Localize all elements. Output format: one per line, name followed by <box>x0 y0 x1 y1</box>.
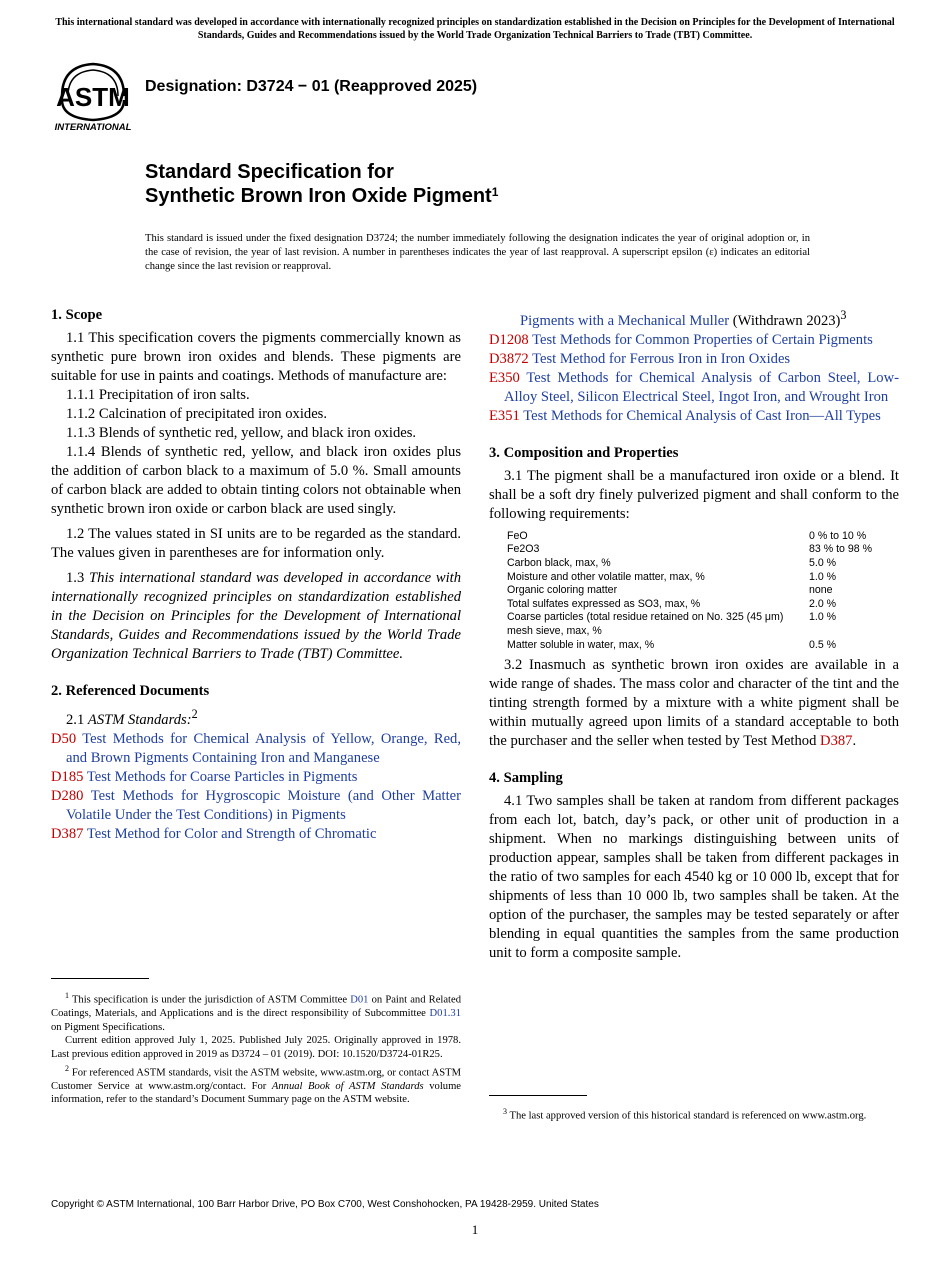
right-column <box>489 306 899 963</box>
document-title <box>145 160 498 208</box>
paragraph-1-2: 1.2 The values stated in SI units are to be regarded as the standard. The values given in parentheses are for information only. <box>51 526 461 561</box>
ref-d387[interactable]: D387 Test Method for Color and Strength of Chromatic <box>51 825 377 842</box>
paragraph-2-1: 2.1 ASTM Standards:$^2$ <box>66 707 198 728</box>
issue-note: This standard is issued under the fixed designation D3724; the number immediately following the designation indicates the year of original adoption or, in the case of revision, the year of last revision. A number in parentheses indicates the year of last reapproval. A superscript epsilon (ε) indicates an editorial change since the last revision or reapproval. <box>145 233 810 272</box>
paragraph-1-1-4: 1.1.4 Blends of synthetic red, yellow, and black iron oxides plus the addition of carbon black to a maximum of 5.0 %. Small amounts of carbon black are added to obtain tinting colors not obtainable when synthetic brown iron oxide or carbon black are used singly. <box>51 444 461 517</box>
svg-text:ASTM: ASTM <box>56 82 130 112</box>
footnote-divider-left <box>51 978 149 979</box>
table-row <box>489 598 899 612</box>
title-footnote-ref[interactable]: 1 <box>491 185 499 199</box>
link-d01-31[interactable]: D01.31 <box>429 1008 461 1020</box>
paragraph-1-1-3: 1.1.3 Blends of synthetic red, yellow, and black iron oxides. <box>66 425 417 441</box>
requirement-value: 0 % to 10 % <box>809 529 867 542</box>
ref-d280[interactable]: D280 Test Methods for Hygroscopic Moisture (and Other Matter Volatile Under the Test Conditions) in Pigments <box>51 787 461 823</box>
section-heading-composition: 3. Composition and Properties <box>489 444 679 461</box>
footnote-3: $^3$ The last approved version of this historical standard is referenced on www.astm.org. <box>503 1107 867 1122</box>
ref-e351[interactable]: E351 Test Methods for Chemical Analysis of Cast Iron—All Types <box>489 407 881 424</box>
title-line-2: Synthetic Brown Iron Oxide Pigment$^1$ <box>145 185 499 207</box>
paragraph-3-1: 3.1 The pigment shall be a manufactured iron oxide or a blend. It shall be a soft dry finely pulverized pigment and shall conform to the following requirements: <box>489 467 899 522</box>
link-d01[interactable]: D01 <box>350 994 369 1006</box>
section-heading-scope: 1. Scope <box>51 307 103 323</box>
standards-notice: This international standard was developed in accordance with internationally recognized principles on standardization established in the Decision on Principles for the Development of International Standards, Guides and Recommendations issued by the World Trade Organization Technical Barriers to Trade (TBT) Committee. <box>55 17 895 41</box>
requirement-name: Carbon black, max, % <box>507 557 611 570</box>
requirement-value: 1.0 % <box>809 570 837 583</box>
requirement-value: 5.0 % <box>809 557 837 570</box>
table-row <box>489 639 899 653</box>
table-row <box>489 584 899 598</box>
requirement-name: Total sulfates expressed as SO3, max, % <box>507 597 701 610</box>
footnotes-right <box>489 1105 899 1123</box>
requirement-value: 1.0 % <box>809 611 837 624</box>
ref-e350[interactable]: E350 Test Methods for Chemical Analysis of Carbon Steel, Low-Alloy Steel, Silicon Electrical Steel, Ingot Iron, and Wrought Iron <box>489 369 899 405</box>
link-d387[interactable]: D387 <box>820 733 853 750</box>
requirement-name: Coarse particles (total residue retained on No. 325 (45 μm) mesh sieve, max, % <box>507 611 784 638</box>
table-row <box>489 543 899 557</box>
left-column <box>51 306 461 844</box>
designation: Designation: D3724 − 01 (Reapproved 2025) <box>145 78 478 95</box>
paragraph-1-1: 1.1 This specification covers the pigments commercially known as synthetic pure brown iron oxides and blends. These pigments are suitable for use in paints and coatings. Methods of manufacture are: <box>51 330 461 384</box>
requirement-name: FeO <box>507 529 528 542</box>
ref-d3872[interactable]: D3872 Test Method for Ferrous Iron in Iron Oxides <box>489 350 791 367</box>
table-row <box>489 557 899 571</box>
section-heading-sampling: 4. Sampling <box>489 770 563 787</box>
requirement-name: Organic coloring matter <box>507 584 618 597</box>
footnote-1: $^1$ This specification is under the jurisdiction of ASTM Committee D01 on Paint and Related Coatings, Materials, and Applications and is the direct responsibility of Subcommittee D01.31 on Pigment Specifications. <box>51 991 462 1033</box>
table-row <box>489 530 899 544</box>
paragraph-1-1-2: 1.1.2 Calcination of precipitated iron oxides. <box>66 406 327 422</box>
footnote-1-edition: Current edition approved July 1, 2025. Published July 2025. Originally approved in 1978. Last previous edition approved in 2019 as D3724 – 01 (2019). DOI: 10.1520/D3724-01R25. <box>51 1035 461 1060</box>
requirement-value: 2.0 % <box>809 597 837 610</box>
astm-logo <box>52 56 134 132</box>
paragraph-1-3: 1.3 This international standard was developed in accordance with internationally recognized principles on standardization established in the Decision on Principles for the Development of International Standards, Guides and Recommendations issued by the World Trade Organization Technical Barriers to Trade (TBT) Committee. <box>51 570 462 662</box>
ref-d185[interactable]: D185 Test Methods for Coarse Particles in Pigments <box>51 768 358 785</box>
paragraph-4-1: 4.1 Two samples shall be taken at random from different packages from each lot, batch, day’s pack, or other unit of production in a shipment. When no markings distinguishing between units of production appear, samples shall be taken from different packages in the ratio of two samples for each 4540 kg or 10 000 lb, except that for shipments of less than 10 000 lb, two samples shall be taken. At the option of the purchaser, the samples may be tested separately or after blending in equal quantities the samples from the same production unit to form a composite sample. <box>489 793 899 962</box>
section-heading-referenced-documents: 2. Referenced Documents <box>51 683 210 699</box>
table-row <box>489 611 899 638</box>
copyright: Copyright © ASTM International, 100 Barr Harbor Drive, PO Box C700, West Conshohocken, PA 19428-2959. United States <box>51 1199 599 1210</box>
paragraph-1-1-1: 1.1.1 Precipitation of iron salts. <box>66 387 250 403</box>
table-row <box>489 571 899 585</box>
footnote-divider-right <box>489 1095 587 1096</box>
requirements-table <box>489 530 899 652</box>
page-number: 1 <box>471 1222 479 1237</box>
requirement-name: Fe2O3 <box>507 543 540 556</box>
requirement-value: 0.5 % <box>809 638 837 651</box>
title-line-1: Standard Specification for <box>145 161 394 183</box>
footnote-2: $^2$ For referenced ASTM standards, visit the ASTM website, www.astm.org, or contact ASTM Customer Service at www.astm.org/contact. For Annual Book of ASTM Standards volume information, refer to the standard’s Document Summary page on the ASTM website. <box>51 1063 462 1106</box>
requirement-name: Matter soluble in water, max, % <box>507 638 655 651</box>
requirement-name: Moisture and other volatile matter, max, % <box>507 570 705 583</box>
paragraph-3-2: 3.2 Inasmuch as synthetic brown iron oxides are available in a wide range of shades. The mass color and character of the tint and the tinting strength formed by a mixture with a white pigment shall be within mutually agreed upon limits of a standard acceptable to both the purchaser and the seller when tested by Test Method D387. <box>489 657 899 750</box>
ref-d1208[interactable]: D1208 Test Methods for Common Properties of Certain Pigments <box>489 331 873 348</box>
ref-d50[interactable]: D50 Test Methods for Chemical Analysis of Yellow, Orange, Red, and Brown Pigments Containing Iron and Manganese <box>51 730 461 766</box>
ref-d387-continued[interactable]: Pigments with a Mechanical Muller (Withdrawn 2023)$^3$ <box>520 308 847 329</box>
footnotes-left <box>51 989 461 1107</box>
requirement-value: 83 % to 98 % <box>809 543 873 556</box>
footnote-ref-2[interactable]: 2 <box>191 707 198 721</box>
requirement-value: none <box>809 584 833 597</box>
footnote-ref-3[interactable]: 3 <box>840 308 847 322</box>
svg-text:INTERNATIONAL: INTERNATIONAL <box>54 122 132 132</box>
